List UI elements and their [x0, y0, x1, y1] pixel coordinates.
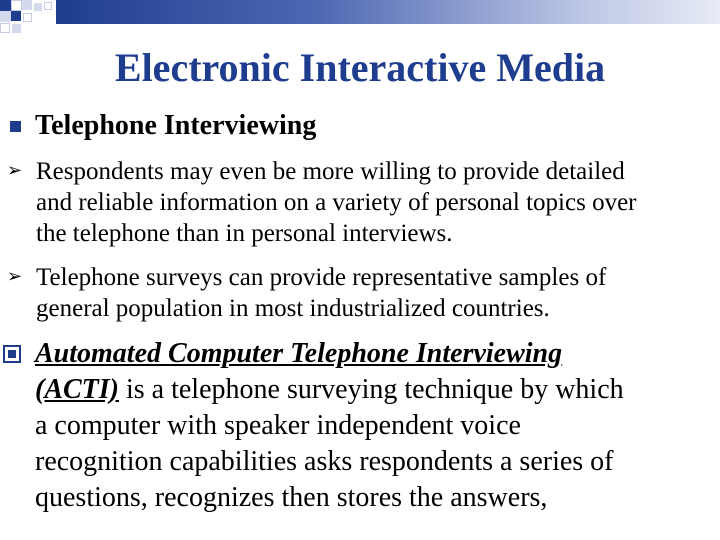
bullet-line: and reliable information on a variety of personal topics over: [36, 189, 637, 216]
acti-abbrev: (ACTI): [35, 374, 119, 405]
decorative-square: [22, 0, 32, 10]
acti-line: questions, recognizes then stores the answers,: [35, 482, 548, 513]
decorative-square: [11, 0, 22, 11]
decorative-square: [0, 0, 11, 11]
decorative-square: [0, 23, 10, 33]
decorative-square: [0, 11, 11, 22]
section-heading: Telephone Interviewing: [35, 110, 317, 141]
decorative-square: [12, 24, 21, 33]
acti-line: [35, 372, 624, 408]
header-gradient-bar: [56, 0, 720, 24]
decorative-square: [34, 3, 42, 11]
square-bullet-icon: [10, 121, 21, 132]
acti-term: Automated Computer Telephone Interviewing: [35, 338, 563, 369]
decorative-square: [44, 2, 52, 10]
checkbox-bullet-icon: [3, 345, 21, 363]
slide-title: Electronic Interactive Media: [114, 45, 606, 90]
acti-line: a computer with speaker independent voice: [35, 410, 521, 441]
bullet-line: general population in most industrialized countries.: [36, 295, 550, 322]
decorative-square: [23, 13, 32, 22]
arrow-bullet-icon: ➢: [7, 266, 23, 287]
bullet-line: Respondents may even be more willing to provide detailed: [36, 158, 625, 185]
acti-line: recognition capabilities asks respondents a series of: [35, 446, 614, 477]
acti-text: is a telephone surveying technique by which: [119, 374, 624, 405]
bullet-line: the telephone than in personal interviews.: [36, 220, 453, 247]
decorative-square: [11, 11, 21, 21]
arrow-bullet-icon: ➢: [7, 160, 23, 181]
bullet-line: Telephone surveys can provide representative samples of: [36, 264, 607, 291]
